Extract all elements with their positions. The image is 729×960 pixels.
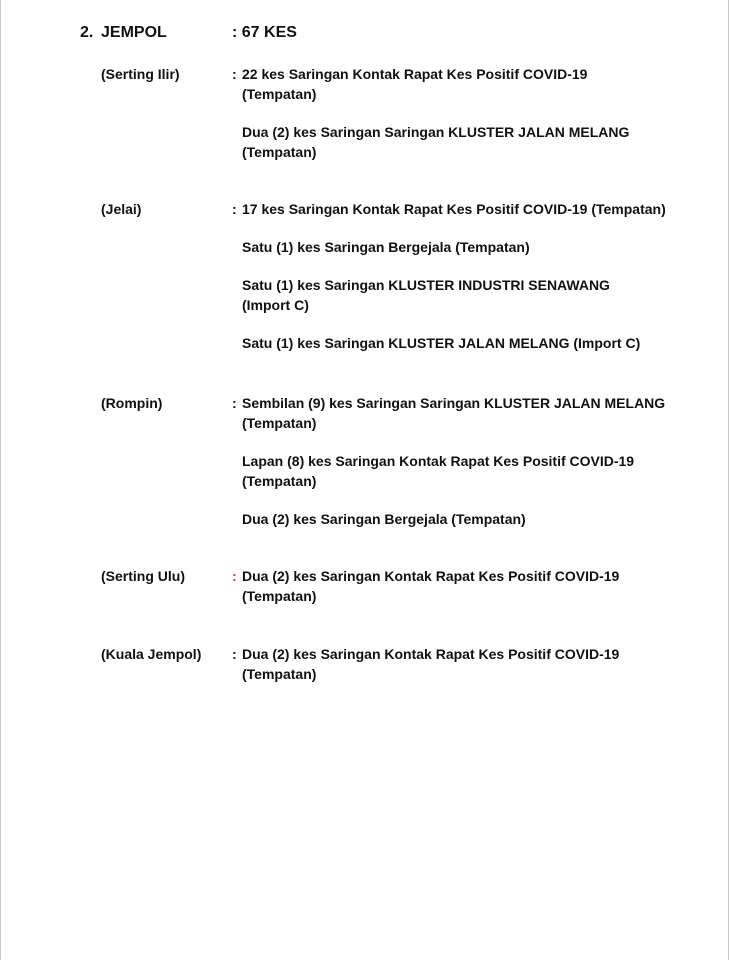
case-line: Satu (1) kes Saringan KLUSTER INDUSTRI SENAWANG — [242, 277, 610, 293]
case-entry — [232, 509, 702, 529]
colon-separator: : — [232, 66, 237, 82]
case-entry — [232, 566, 702, 606]
case-entry — [232, 122, 702, 162]
case-entries — [232, 644, 702, 684]
case-entry — [232, 237, 702, 257]
case-line: (Tempatan) — [242, 473, 317, 489]
case-entry — [232, 64, 702, 104]
case-line: (Tempatan) — [242, 415, 317, 431]
case-entries — [232, 64, 702, 162]
case-entries — [232, 199, 702, 353]
case-entry — [232, 451, 702, 491]
case-entry — [232, 275, 702, 315]
area-label: (Kuala Jempol) — [101, 646, 202, 662]
area-label: (Serting Ilir) — [101, 66, 180, 82]
case-line: Dua (2) kes Saringan Bergejala (Tempatan) — [242, 511, 526, 527]
case-entries — [232, 393, 702, 529]
case-line: Dua (2) kes Saringan Saringan KLUSTER JALAN MELANG — [242, 124, 630, 140]
case-line: (Tempatan) — [242, 144, 317, 160]
area-label: (Jelai) — [101, 201, 142, 217]
case-entries — [232, 566, 702, 606]
case-entry — [232, 199, 702, 219]
case-line: (Tempatan) — [242, 86, 317, 102]
colon-separator: : — [232, 568, 237, 584]
colon-separator: : — [232, 201, 237, 217]
case-entry — [232, 333, 702, 353]
case-line: Dua (2) kes Saringan Kontak Rapat Kes Positif COVID-19 — [242, 568, 620, 584]
case-line: (Import C) — [242, 297, 309, 313]
case-line: 17 kes Saringan Kontak Rapat Kes Positif COVID-19 (Tempatan) — [242, 201, 666, 217]
case-line: Sembilan (9) kes Saringan Saringan KLUSTER JALAN MELANG — [242, 395, 666, 411]
case-line: Satu (1) kes Saringan Bergejala (Tempatan) — [242, 239, 530, 255]
area-label: (Serting Ulu) — [101, 568, 185, 584]
area-label: (Rompin) — [101, 395, 163, 411]
colon-separator: : — [232, 646, 237, 662]
district-number: 2. — [80, 24, 94, 41]
case-entry — [232, 393, 702, 433]
colon-separator: : — [232, 395, 237, 411]
case-entry — [232, 644, 702, 684]
case-line: 22 kes Saringan Kontak Rapat Kes Positif COVID-19 — [242, 66, 588, 82]
case-line: Lapan (8) kes Saringan Kontak Rapat Kes Positif COVID-19 — [242, 453, 635, 469]
district-name: JEMPOL — [101, 24, 167, 41]
district-heading — [1, 24, 729, 46]
case-line: Satu (1) kes Saringan KLUSTER JALAN MELANG (Import C) — [242, 335, 641, 351]
district-total: : 67 KES — [232, 24, 297, 41]
case-line: (Tempatan) — [242, 666, 317, 682]
case-line: (Tempatan) — [242, 588, 317, 604]
case-line: Dua (2) kes Saringan Kontak Rapat Kes Positif COVID-19 — [242, 646, 620, 662]
